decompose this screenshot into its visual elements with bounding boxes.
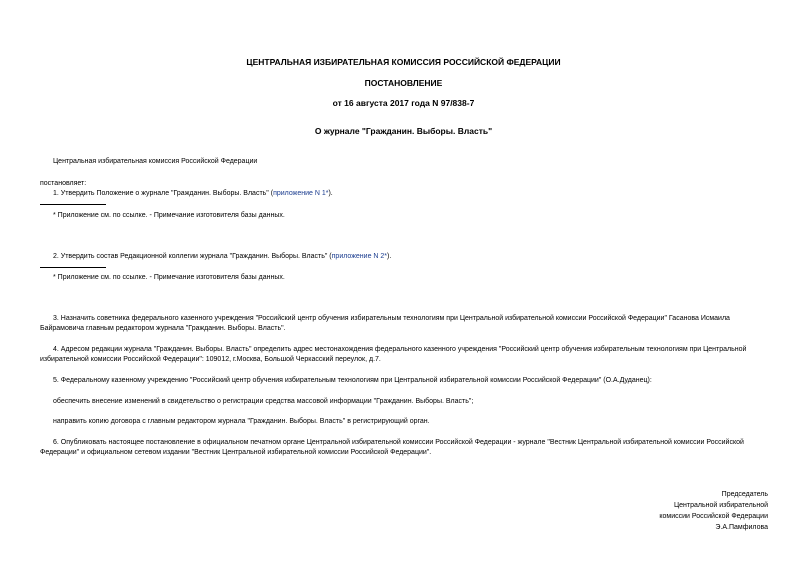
signature-org-2: комиссии Российской Федерации (659, 513, 768, 520)
appendix-1-link[interactable]: приложение N 1* (273, 190, 329, 197)
item-2-text: 2. Утвердить состав Редакционной коллегии журнала "Гражданин. Выборы. Власть" ( (53, 253, 332, 260)
signature-block (659, 489, 768, 533)
item-6-line-2: Федерации" и официальном сетевом издании "Вестник Центральной избирательной комиссии Российской Федерации". (40, 449, 432, 456)
item-2 (53, 252, 391, 261)
item-5-a: обеспечить внесение изменений в свидетельство о регистрации средства массовой информации "Гражданин. Выборы. Власть"; (53, 398, 474, 405)
footnote-1: * Приложение см. по ссылке. - Примечание изготовителя базы данных. (53, 212, 285, 219)
item-1 (53, 189, 333, 198)
signature-name: Э.А.Памфилова (715, 524, 768, 531)
item-1-tail: ). (328, 190, 333, 197)
org-heading: ЦЕНТРАЛЬНАЯ ИЗБИРАТЕЛЬНАЯ КОМИССИЯ РОССИЙСКОЙ ФЕДЕРАЦИИ (246, 57, 561, 67)
item-1-text: 1. Утвердить Положение о журнале "Гражданин. Выборы. Власть" ( (53, 190, 274, 197)
intro-text: Центральная избирательная комиссия Российской Федерации (53, 158, 258, 165)
footnote-divider (40, 204, 106, 205)
resolves-text: постановляет: (40, 180, 87, 187)
item-3-line-2: Байрамовича главным редактором журнала "Гражданин. Выборы. Власть". (40, 325, 286, 332)
item-4-line-2: избирательной комиссии Российской Федерации": 109012, г.Москва, Большой Черкасский переулок, д.7. (40, 356, 381, 363)
signature-title: Председатель (721, 491, 768, 498)
signature-org-1: Центральной избирательной (673, 502, 768, 509)
item-6-line-1: 6. Опубликовать настоящее постановление в официальном печатном органе Центральной избирательной комиссии Российской Федерации - журнале "Вестник Центральной избирательной комиссии Российской (53, 439, 744, 446)
date-number: от 16 августа 2017 года N 97/838-7 (332, 98, 475, 108)
item-2-tail: ). (387, 253, 392, 260)
item-5-b: направить копию договора с главным редактором журнала "Гражданин. Выборы. Власть" в регистрирующий орган. (53, 418, 430, 425)
appendix-2-link[interactable]: приложение N 2* (331, 253, 388, 260)
item-4-line-1: 4. Адресом редакции журнала "Гражданин. Выборы. Власть" определить адрес местонахождения федерального казенного учреждения "Российский центр обучения избирательным технологиям при Центральной (53, 346, 747, 353)
item-3-line-1: 3. Назначить советника федерального казенного учреждения "Российский центр обучения избирательным технологиям при Центральной избирательной комиссии Российской Федерации" Гасанова Исмаила (53, 315, 730, 322)
document-title: О журнале "Гражданин. Выборы. Власть" (314, 126, 493, 136)
footnote-divider (40, 267, 106, 268)
item-5: 5. Федеральному казенному учреждению "Российский центр обучения избирательным технологиям при Центральной избирательной комиссии Российской Федерации" (О.А.Дуданец): (53, 377, 652, 384)
doc-type-heading: ПОСТАНОВЛЕНИЕ (364, 78, 443, 88)
footnote-2: * Приложение см. по ссылке. - Примечание изготовителя базы данных. (53, 274, 285, 281)
